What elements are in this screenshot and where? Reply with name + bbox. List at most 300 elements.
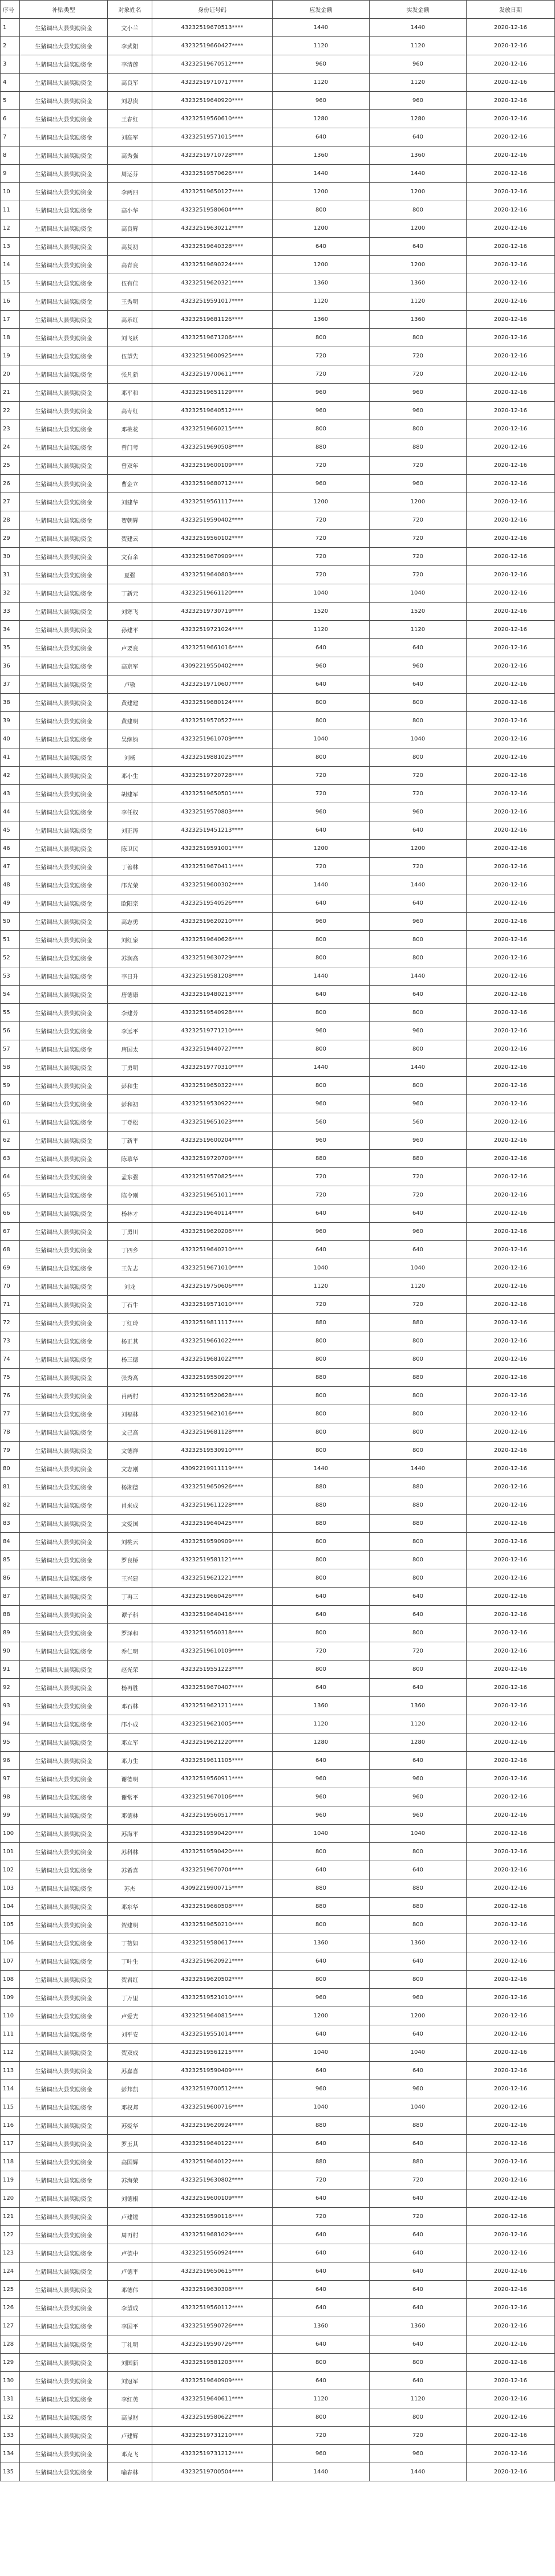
subsidy-type-cell: 生猪调出大县奖励资金 xyxy=(20,1806,108,1825)
id-number-cell: 43232519600925**** xyxy=(152,347,273,365)
table-row xyxy=(1,2226,555,2244)
issue-date-cell: 2020-12-16 xyxy=(467,402,555,420)
id-number-cell: 43232519771210**** xyxy=(152,1022,273,1040)
table-row xyxy=(1,748,555,767)
id-number-cell: 43232519640803**** xyxy=(152,566,273,584)
name-cell: 卢爱光 xyxy=(108,2007,152,2025)
id-number-cell: 43232519560112**** xyxy=(152,2299,273,2317)
issue-date-cell: 2020-12-16 xyxy=(467,1314,555,1332)
table-row xyxy=(1,1733,555,1752)
amount-paid-cell: 720 xyxy=(370,457,467,475)
index-cell: 12 xyxy=(1,219,20,238)
index-cell: 65 xyxy=(1,1186,20,1204)
table-row xyxy=(1,1971,555,1989)
name-cell: 周再村 xyxy=(108,2226,152,2244)
name-cell: 刘建华 xyxy=(108,493,152,511)
issue-date-cell: 2020-12-16 xyxy=(467,1825,555,1843)
index-cell: 21 xyxy=(1,384,20,402)
index-cell: 61 xyxy=(1,1113,20,1132)
name-cell: 苏希喜 xyxy=(108,1861,152,1879)
id-number-cell: 43232519530910**** xyxy=(152,1442,273,1460)
issue-date-cell: 2020-12-16 xyxy=(467,2190,555,2208)
amount-paid-cell: 800 xyxy=(370,1004,467,1022)
id-number-cell: 43232519620502**** xyxy=(152,1971,273,1989)
name-cell: 唐国太 xyxy=(108,1040,152,1059)
name-cell: 丁万里 xyxy=(108,1989,152,2007)
index-cell: 74 xyxy=(1,1350,20,1369)
amount-paid-cell: 720 xyxy=(370,1642,467,1661)
issue-date-cell: 2020-12-16 xyxy=(467,530,555,548)
table-row xyxy=(1,603,555,621)
amount-paid-cell: 1440 xyxy=(370,876,467,894)
subsidy-type-cell: 生猪调出大县奖励资金 xyxy=(20,1715,108,1733)
name-cell: 文小兰 xyxy=(108,19,152,37)
issue-date-cell: 2020-12-16 xyxy=(467,2244,555,2262)
id-number-cell: 43232519560911**** xyxy=(152,1770,273,1788)
issue-date-cell: 2020-12-16 xyxy=(467,548,555,566)
name-cell: 高复初 xyxy=(108,238,152,256)
amount-due-cell: 720 xyxy=(273,767,370,785)
subsidy-type-cell: 生猪调出大县奖励资金 xyxy=(20,1952,108,1971)
name-cell: 邓力生 xyxy=(108,1752,152,1770)
subsidy-type-cell: 生猪调出大县奖励资金 xyxy=(20,1150,108,1168)
index-cell: 92 xyxy=(1,1679,20,1697)
issue-date-cell: 2020-12-16 xyxy=(467,384,555,402)
name-cell: 乔仁明 xyxy=(108,1642,152,1661)
header-cell-issue-date: 发放日期 xyxy=(467,1,555,19)
table-row xyxy=(1,1879,555,1898)
amount-due-cell: 800 xyxy=(273,1077,370,1095)
subsidy-type-cell: 生猪调出大县奖励资金 xyxy=(20,1496,108,1515)
subsidy-type-cell: 生猪调出大县奖励资金 xyxy=(20,785,108,803)
amount-paid-cell: 960 xyxy=(370,1095,467,1113)
index-cell: 60 xyxy=(1,1095,20,1113)
table-row xyxy=(1,840,555,858)
subsidy-type-cell: 生猪调出大县奖励资金 xyxy=(20,639,108,657)
amount-due-cell: 800 xyxy=(273,1971,370,1989)
name-cell: 王秀明 xyxy=(108,292,152,311)
amount-due-cell: 640 xyxy=(273,2335,370,2354)
amount-due-cell: 880 xyxy=(273,438,370,457)
index-cell: 108 xyxy=(1,1971,20,1989)
amount-due-cell: 960 xyxy=(273,657,370,675)
name-cell: 刘福林 xyxy=(108,1405,152,1423)
issue-date-cell: 2020-12-16 xyxy=(467,1296,555,1314)
subsidy-type-cell: 生猪调出大县奖励资金 xyxy=(20,1515,108,1533)
issue-date-cell: 2020-12-16 xyxy=(467,1332,555,1350)
name-cell: 卢建镗 xyxy=(108,2208,152,2226)
issue-date-cell: 2020-12-16 xyxy=(467,2153,555,2171)
amount-paid-cell: 800 xyxy=(370,748,467,767)
subsidy-type-cell: 生猪调出大县奖励资金 xyxy=(20,2408,108,2427)
amount-due-cell: 720 xyxy=(273,785,370,803)
index-cell: 79 xyxy=(1,1442,20,1460)
index-cell: 76 xyxy=(1,1387,20,1405)
subsidy-type-cell: 生猪调出大县奖励资金 xyxy=(20,347,108,365)
index-cell: 28 xyxy=(1,511,20,530)
amount-due-cell: 800 xyxy=(273,1624,370,1642)
name-cell: 刘冠军 xyxy=(108,2372,152,2390)
id-number-cell: 43232519590726**** xyxy=(152,2335,273,2354)
table-row xyxy=(1,1332,555,1350)
amount-due-cell: 640 xyxy=(273,1752,370,1770)
name-cell: 贺建明 xyxy=(108,1916,152,1934)
table-row xyxy=(1,584,555,603)
issue-date-cell: 2020-12-16 xyxy=(467,1241,555,1259)
issue-date-cell: 2020-12-16 xyxy=(467,840,555,858)
id-number-cell: 43232519621005**** xyxy=(152,1715,273,1733)
subsidy-type-cell: 生猪调出大县奖励资金 xyxy=(20,767,108,785)
name-cell: 文志刚 xyxy=(108,1460,152,1478)
subsidy-type-cell: 生猪调出大县奖励资金 xyxy=(20,2372,108,2390)
amount-due-cell: 720 xyxy=(273,2171,370,2190)
amount-paid-cell: 960 xyxy=(370,402,467,420)
table-row xyxy=(1,2390,555,2408)
subsidy-type-cell: 生猪调出大县奖励资金 xyxy=(20,1606,108,1624)
index-cell: 44 xyxy=(1,803,20,821)
name-cell: 彭邦凯 xyxy=(108,2080,152,2098)
index-cell: 23 xyxy=(1,420,20,438)
issue-date-cell: 2020-12-16 xyxy=(467,1788,555,1806)
amount-due-cell: 960 xyxy=(273,1095,370,1113)
index-cell: 32 xyxy=(1,584,20,603)
amount-paid-cell: 640 xyxy=(370,1952,467,1971)
id-number-cell: 43232519640416**** xyxy=(152,1606,273,1624)
issue-date-cell: 2020-12-16 xyxy=(467,967,555,986)
amount-paid-cell: 1120 xyxy=(370,1715,467,1733)
index-cell: 18 xyxy=(1,329,20,347)
amount-due-cell: 960 xyxy=(273,2080,370,2098)
name-cell: 王先志 xyxy=(108,1259,152,1277)
index-cell: 88 xyxy=(1,1606,20,1624)
subsidy-type-cell: 生猪调出大县奖励资金 xyxy=(20,913,108,931)
issue-date-cell: 2020-12-16 xyxy=(467,2390,555,2408)
id-number-cell: 43232519610109**** xyxy=(152,1642,273,1661)
table-row xyxy=(1,2098,555,2117)
amount-due-cell: 880 xyxy=(273,1515,370,1533)
index-cell: 38 xyxy=(1,694,20,712)
subsidy-type-cell: 生猪调出大县奖励资金 xyxy=(20,2025,108,2044)
table-row xyxy=(1,1204,555,1223)
issue-date-cell: 2020-12-16 xyxy=(467,913,555,931)
issue-date-cell: 2020-12-16 xyxy=(467,1989,555,2007)
name-cell: 刘飞跃 xyxy=(108,329,152,347)
index-cell: 30 xyxy=(1,548,20,566)
amount-paid-cell: 1360 xyxy=(370,311,467,329)
amount-due-cell: 880 xyxy=(273,1314,370,1332)
issue-date-cell: 2020-12-16 xyxy=(467,1132,555,1150)
name-cell: 邓权邦 xyxy=(108,2098,152,2117)
issue-date-cell: 2020-12-16 xyxy=(467,1843,555,1861)
id-number-cell: 43232519570825**** xyxy=(152,1168,273,1186)
issue-date-cell: 2020-12-16 xyxy=(467,1369,555,1387)
amount-due-cell: 720 xyxy=(273,566,370,584)
id-number-cell: 43232519651129**** xyxy=(152,384,273,402)
index-cell: 122 xyxy=(1,2226,20,2244)
amount-paid-cell: 1040 xyxy=(370,1825,467,1843)
index-cell: 85 xyxy=(1,1551,20,1569)
index-cell: 37 xyxy=(1,675,20,694)
id-number-cell: 43232519690224**** xyxy=(152,256,273,274)
issue-date-cell: 2020-12-16 xyxy=(467,329,555,347)
subsidy-type-cell: 生猪调出大县奖励资金 xyxy=(20,1277,108,1296)
issue-date-cell: 2020-12-16 xyxy=(467,949,555,967)
amount-due-cell: 720 xyxy=(273,1642,370,1661)
subsidy-type-cell: 生猪调出大县奖励资金 xyxy=(20,1569,108,1588)
subsidy-type-cell: 生猪调出大县奖励资金 xyxy=(20,2335,108,2354)
id-number-cell: 43232519590402**** xyxy=(152,511,273,530)
name-cell: 苏海荣 xyxy=(108,2171,152,2190)
amount-due-cell: 1360 xyxy=(273,146,370,165)
issue-date-cell: 2020-12-16 xyxy=(467,1533,555,1551)
issue-date-cell: 2020-12-16 xyxy=(467,2335,555,2354)
id-number-cell: 43232519600716**** xyxy=(152,2098,273,2117)
id-number-cell: 43232519681029**** xyxy=(152,2226,273,2244)
issue-date-cell: 2020-12-16 xyxy=(467,1916,555,1934)
subsidy-type-cell: 生猪调出大县奖励资金 xyxy=(20,1022,108,1040)
amount-paid-cell: 1440 xyxy=(370,2463,467,2481)
amount-paid-cell: 560 xyxy=(370,1113,467,1132)
id-number-cell: 43232519560610**** xyxy=(152,110,273,128)
subsidy-type-cell: 生猪调出大县奖励资金 xyxy=(20,402,108,420)
index-cell: 2 xyxy=(1,37,20,55)
amount-paid-cell: 640 xyxy=(370,2062,467,2080)
amount-paid-cell: 880 xyxy=(370,438,467,457)
name-cell: 邓克飞 xyxy=(108,2445,152,2463)
amount-paid-cell: 640 xyxy=(370,2372,467,2390)
amount-due-cell: 1040 xyxy=(273,730,370,748)
amount-due-cell: 720 xyxy=(273,858,370,876)
id-number-cell: 43232519480213**** xyxy=(152,986,273,1004)
table-row xyxy=(1,785,555,803)
subsidy-type-cell: 生猪调出大县奖励资金 xyxy=(20,1241,108,1259)
table-row xyxy=(1,1077,555,1095)
id-number-cell: 43232519630729**** xyxy=(152,949,273,967)
id-number-cell: 43232519731212**** xyxy=(152,2445,273,2463)
index-cell: 107 xyxy=(1,1952,20,1971)
table-row xyxy=(1,949,555,967)
name-cell: 苏嘉喜 xyxy=(108,2062,152,2080)
amount-paid-cell: 1280 xyxy=(370,1733,467,1752)
amount-paid-cell: 640 xyxy=(370,1679,467,1697)
id-number-cell: 43232519620210**** xyxy=(152,913,273,931)
id-number-cell: 43232519680712**** xyxy=(152,475,273,493)
index-cell: 121 xyxy=(1,2208,20,2226)
amount-paid-cell: 800 xyxy=(370,694,467,712)
issue-date-cell: 2020-12-16 xyxy=(467,1551,555,1569)
id-number-cell: 43092219900715**** xyxy=(152,1879,273,1898)
amount-due-cell: 1440 xyxy=(273,876,370,894)
subsidy-type-cell: 生猪调出大县奖励资金 xyxy=(20,1204,108,1223)
subsidy-type-cell: 生猪调出大县奖励资金 xyxy=(20,201,108,219)
name-cell: 伍望先 xyxy=(108,347,152,365)
table-row xyxy=(1,2007,555,2025)
name-cell: 肖来成 xyxy=(108,1496,152,1515)
subsidy-type-cell: 生猪调出大县奖励资金 xyxy=(20,730,108,748)
issue-date-cell: 2020-12-16 xyxy=(467,1624,555,1642)
table-row xyxy=(1,1186,555,1204)
index-cell: 104 xyxy=(1,1898,20,1916)
subsidy-type-cell: 生猪调出大县奖励资金 xyxy=(20,329,108,347)
id-number-cell: 43232519611105**** xyxy=(152,1752,273,1770)
table-row xyxy=(1,2244,555,2262)
name-cell: 李国平 xyxy=(108,2317,152,2335)
amount-due-cell: 720 xyxy=(273,457,370,475)
issue-date-cell: 2020-12-16 xyxy=(467,2281,555,2299)
table-row xyxy=(1,657,555,675)
id-number-cell: 43232519670512**** xyxy=(152,55,273,74)
id-number-cell: 43232519700512**** xyxy=(152,2080,273,2098)
subsidy-type-cell: 生猪调出大县奖励资金 xyxy=(20,19,108,37)
name-cell: 伍有佳 xyxy=(108,274,152,292)
name-cell: 邓德林 xyxy=(108,1806,152,1825)
id-number-cell: 43232519451213**** xyxy=(152,821,273,840)
amount-paid-cell: 720 xyxy=(370,2208,467,2226)
subsidy-type-cell: 生猪调出大县奖励资金 xyxy=(20,2062,108,2080)
index-cell: 91 xyxy=(1,1661,20,1679)
amount-paid-cell: 960 xyxy=(370,1788,467,1806)
id-number-cell: 43232519580604**** xyxy=(152,201,273,219)
name-cell: 高京军 xyxy=(108,657,152,675)
index-cell: 71 xyxy=(1,1296,20,1314)
table-row xyxy=(1,1661,555,1679)
amount-paid-cell: 800 xyxy=(370,1040,467,1059)
amount-paid-cell: 1200 xyxy=(370,2007,467,2025)
id-number-cell: 43232519660427**** xyxy=(152,37,273,55)
id-number-cell: 43232519581208**** xyxy=(152,967,273,986)
id-number-cell: 43232519670106**** xyxy=(152,1788,273,1806)
id-number-cell: 43232519640210**** xyxy=(152,1241,273,1259)
issue-date-cell: 2020-12-16 xyxy=(467,1223,555,1241)
subsidy-type-cell: 生猪调出大县奖励资金 xyxy=(20,566,108,584)
subsidy-type-cell: 生猪调出大县奖励资金 xyxy=(20,657,108,675)
name-cell: 杨三德 xyxy=(108,1350,152,1369)
amount-due-cell: 1040 xyxy=(273,1825,370,1843)
subsidy-type-cell: 生猪调出大县奖励资金 xyxy=(20,1059,108,1077)
name-cell: 卢建辉 xyxy=(108,2427,152,2445)
issue-date-cell: 2020-12-16 xyxy=(467,420,555,438)
table-row xyxy=(1,1569,555,1588)
subsidy-type-cell: 生猪调出大县奖励资金 xyxy=(20,438,108,457)
id-number-cell: 43232519590420**** xyxy=(152,1843,273,1861)
amount-due-cell: 800 xyxy=(273,329,370,347)
name-cell: 邝光荣 xyxy=(108,876,152,894)
amount-paid-cell: 1440 xyxy=(370,1460,467,1478)
id-number-cell: 43232519630308**** xyxy=(152,2281,273,2299)
id-number-cell: 43232519580622**** xyxy=(152,2408,273,2427)
issue-date-cell: 2020-12-16 xyxy=(467,730,555,748)
table-row xyxy=(1,1752,555,1770)
id-number-cell: 43232519640122**** xyxy=(152,2135,273,2153)
amount-paid-cell: 640 xyxy=(370,675,467,694)
index-cell: 90 xyxy=(1,1642,20,1661)
table-row xyxy=(1,329,555,347)
index-cell: 131 xyxy=(1,2390,20,2408)
id-number-cell: 43232519640909**** xyxy=(152,2372,273,2390)
issue-date-cell: 2020-12-16 xyxy=(467,1642,555,1661)
id-number-cell: 43232519540526**** xyxy=(152,894,273,913)
subsidy-type-cell: 生猪调出大县奖励资金 xyxy=(20,821,108,840)
subsidy-type-cell: 生猪调出大县奖励资金 xyxy=(20,2208,108,2226)
table-row xyxy=(1,2335,555,2354)
table-row xyxy=(1,402,555,420)
amount-due-cell: 640 xyxy=(273,1241,370,1259)
amount-paid-cell: 880 xyxy=(370,1369,467,1387)
amount-due-cell: 1200 xyxy=(273,256,370,274)
table-row xyxy=(1,110,555,128)
issue-date-cell: 2020-12-16 xyxy=(467,566,555,584)
index-cell: 7 xyxy=(1,128,20,146)
name-cell: 杨正其 xyxy=(108,1332,152,1350)
amount-due-cell: 1200 xyxy=(273,840,370,858)
issue-date-cell: 2020-12-16 xyxy=(467,438,555,457)
id-number-cell: 43232519621221**** xyxy=(152,1569,273,1588)
subsidy-type-cell: 生猪调出大县奖励资金 xyxy=(20,1040,108,1059)
name-cell: 高志勇 xyxy=(108,913,152,931)
amount-paid-cell: 640 xyxy=(370,1606,467,1624)
amount-due-cell: 720 xyxy=(273,548,370,566)
subsidy-type-cell: 生猪调出大县奖励资金 xyxy=(20,420,108,438)
id-number-cell: 43232519600204**** xyxy=(152,1132,273,1150)
issue-date-cell: 2020-12-16 xyxy=(467,931,555,949)
name-cell: 陈慕华 xyxy=(108,1150,152,1168)
name-cell: 李建芳 xyxy=(108,1004,152,1022)
id-number-cell: 43232519571015**** xyxy=(152,128,273,146)
subsidy-type-cell: 生猪调出大县奖励资金 xyxy=(20,712,108,730)
amount-due-cell: 1200 xyxy=(273,219,370,238)
id-number-cell: 43232519611228**** xyxy=(152,1496,273,1515)
table-row xyxy=(1,1387,555,1405)
amount-due-cell: 800 xyxy=(273,1843,370,1861)
name-cell: 邓石林 xyxy=(108,1697,152,1715)
id-number-cell: 43232519561117**** xyxy=(152,493,273,511)
name-cell: 刘桃云 xyxy=(108,1533,152,1551)
issue-date-cell: 2020-12-16 xyxy=(467,238,555,256)
index-cell: 58 xyxy=(1,1059,20,1077)
index-cell: 5 xyxy=(1,92,20,110)
name-cell: 丁四乡 xyxy=(108,1241,152,1259)
amount-due-cell: 720 xyxy=(273,511,370,530)
subsidy-type-cell: 生猪调出大县奖励资金 xyxy=(20,128,108,146)
id-number-cell: 43232519640626**** xyxy=(152,931,273,949)
id-number-cell: 43232519570803**** xyxy=(152,803,273,821)
id-number-cell: 43232519720728**** xyxy=(152,767,273,785)
amount-paid-cell: 800 xyxy=(370,1387,467,1405)
index-cell: 117 xyxy=(1,2135,20,2153)
table-row xyxy=(1,1606,555,1624)
index-cell: 87 xyxy=(1,1588,20,1606)
issue-date-cell: 2020-12-16 xyxy=(467,347,555,365)
amount-paid-cell: 640 xyxy=(370,1588,467,1606)
amount-paid-cell: 880 xyxy=(370,2117,467,2135)
table-row xyxy=(1,1405,555,1423)
index-cell: 14 xyxy=(1,256,20,274)
index-cell: 3 xyxy=(1,55,20,74)
issue-date-cell: 2020-12-16 xyxy=(467,365,555,384)
amount-due-cell: 960 xyxy=(273,1770,370,1788)
id-number-cell: 43232519621220**** xyxy=(152,1733,273,1752)
issue-date-cell: 2020-12-16 xyxy=(467,584,555,603)
name-cell: 丁新元 xyxy=(108,584,152,603)
index-cell: 35 xyxy=(1,639,20,657)
index-cell: 49 xyxy=(1,894,20,913)
id-number-cell: 43232519570626**** xyxy=(152,165,273,183)
index-cell: 84 xyxy=(1,1533,20,1551)
amount-paid-cell: 960 xyxy=(370,55,467,74)
subsidy-type-cell: 生猪调出大县奖励资金 xyxy=(20,1843,108,1861)
name-cell: 高良军 xyxy=(108,74,152,92)
id-number-cell: 43232519561215**** xyxy=(152,2044,273,2062)
